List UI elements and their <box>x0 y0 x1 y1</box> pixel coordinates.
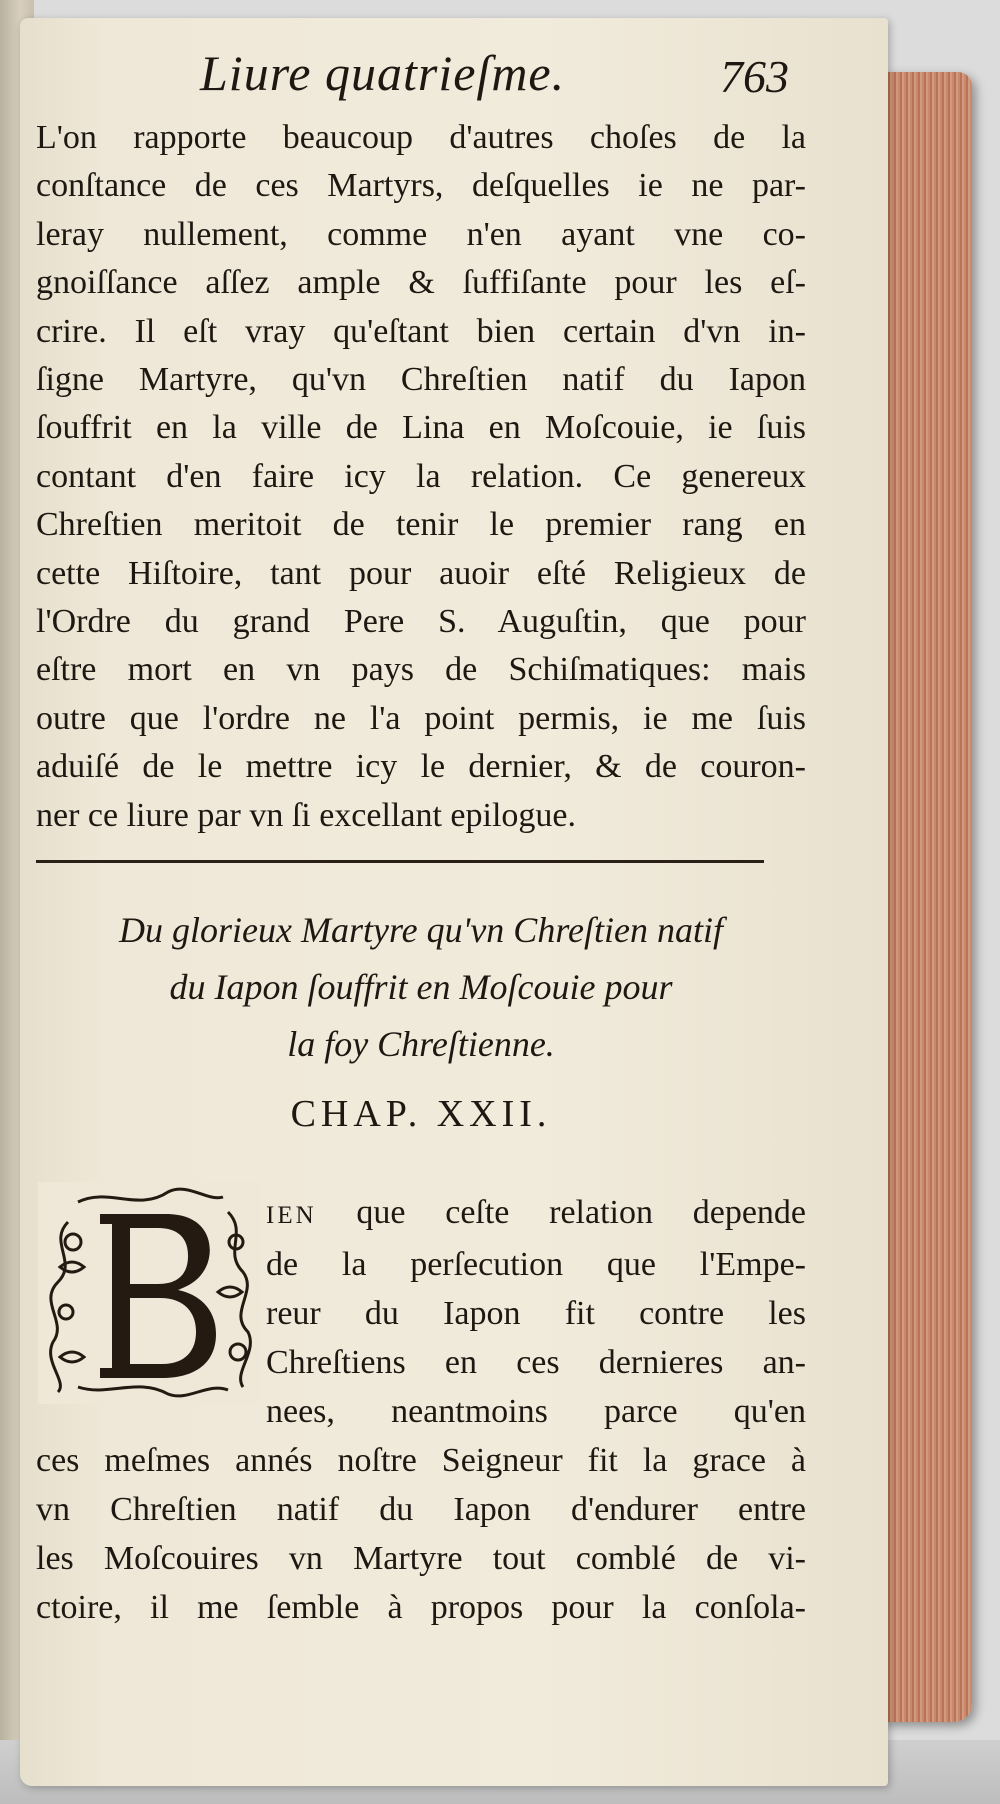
body-paragraph <box>36 114 806 840</box>
text-line: de la perſecution que l'Empe- <box>266 1246 806 1283</box>
text-line: Chreſtien meritoit de tenir le premier rang en <box>36 506 806 544</box>
text-line: ſigne Martyre, qu'vn Chreſtien natif du Iapon <box>36 361 806 399</box>
text-line: Chreſtiens en ces dernieres an- <box>266 1344 806 1381</box>
text-line: ctoire, il me ſemble à propos pour la conſola- <box>36 1589 806 1626</box>
chapter-title-line: la foy Chreſtienne. <box>287 1024 555 1064</box>
text-line: reur du Iapon fit contre les <box>266 1295 806 1332</box>
text-line: cette Hiſtoire, tant pour auoir eſté Religieux de <box>36 554 806 592</box>
text-line: contant d'en faire icy la relation. Ce genereux <box>36 457 806 495</box>
text-line <box>266 1188 806 1240</box>
text-line: leray nullement, comme n'en ayant vne co- <box>36 215 806 253</box>
text-line: crire. Il eſt vray qu'eſtant bien certain d'vn in- <box>36 312 806 350</box>
text-line: conſtance de ces Martyrs, deſquelles ie ne par- <box>36 167 806 205</box>
chapter-number: CHAP. XXII. <box>290 1093 552 1135</box>
text-line: les Moſcouires vn Martyre tout comblé de vi- <box>36 1540 806 1577</box>
text-line: nees, neantmoins parce qu'en <box>266 1393 806 1430</box>
text-line: vn Chreſtien natif du Iapon d'endurer entre <box>36 1491 806 1528</box>
ornamental-drop-cap-icon <box>38 1182 260 1404</box>
text-line: l'Ordre du grand Pere S. Auguſtin, que pour <box>36 603 806 641</box>
chapter-title-line: Du glorieux Martyre qu'vn Chreſtien natif <box>119 910 723 950</box>
chapter-title <box>36 902 806 1073</box>
text-line: ces meſmes annés noſtre Seigneur fit la grace à <box>36 1442 806 1479</box>
text-line: ner ce liure par vn ſi excellant epilogue. <box>36 796 576 834</box>
text-line: aduiſé de le mettre icy le dernier, & de couron- <box>36 748 806 786</box>
page-number: 763 <box>720 51 789 102</box>
text-line: eſtre mort en vn pays de Schiſmatiques: mais <box>36 651 806 689</box>
text-line: outre que l'ordre ne l'a point permis, ie me ſuis <box>36 699 806 737</box>
chapter-title-line: du Iapon ſouffrit en Moſcouie pour <box>169 967 673 1007</box>
text-line: ſouffrit en la ville de Lina en Moſcouie, ie ſuis <box>36 409 806 447</box>
opening-word: IEN <box>266 1202 317 1229</box>
opening-line-rest: que ceſte relation depende <box>316 1194 806 1231</box>
text-line: L'on rapporte beaucoup d'autres choſes de la <box>36 119 806 156</box>
section-divider-rule <box>36 860 764 863</box>
running-head: Liure quatrieſme. <box>200 45 566 101</box>
text-line: gnoiſſance aſſez ample & ſuffiſante pour les eſ- <box>36 264 806 302</box>
book-page-block-edge <box>880 72 972 1722</box>
